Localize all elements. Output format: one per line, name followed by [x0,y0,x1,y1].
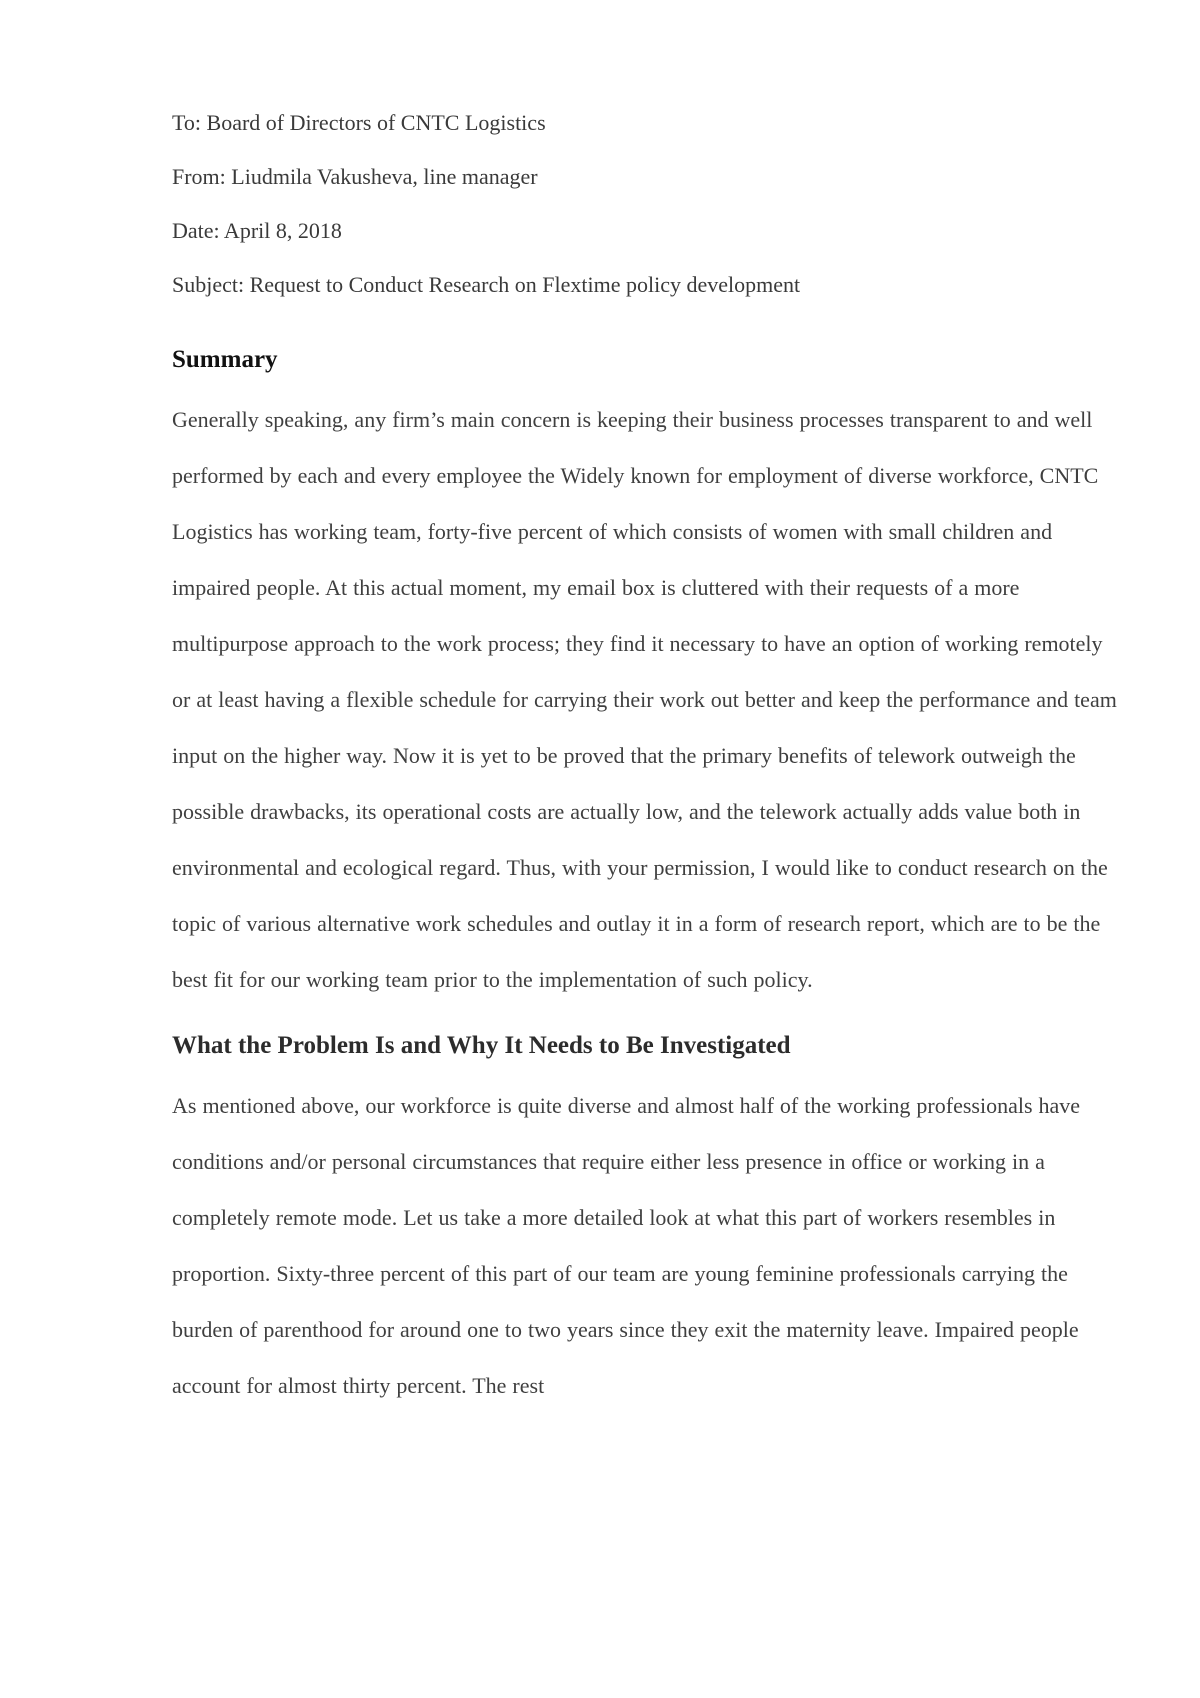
memo-header [172,108,1122,300]
problem-section [172,1030,1122,1414]
summary-heading: Summary [172,346,278,373]
memo-content [172,108,1122,1414]
memo-date-line: Date: April 8, 2018 [172,218,342,243]
memo-from-line: From: Liudmila Vakusheva, line manager [172,164,538,189]
problem-paragraph: As mentioned above, our workforce is quite diverse and almost half of the working professionals have conditions and/or personal circumstances that require either less presence in office or working in a completely remote mode. Let us take a more detailed look at what this part of workers resembles in proportion. Sixty-three percent of this part of our team are young feminine professionals carrying the burden of parenthood for around one to two years since they exit the maternity leave. Impaired people account for almost thirty percent. The rest [172,1093,1081,1398]
summary-paragraph: Generally speaking, any firm’s main concern is keeping their business processes transparent to and well performed by each and every employee the Widely known for employment of diverse workforce, CNTC Logistics has working team, forty-five percent of which consists of women with small children and impaired people. At this actual moment, my email box is cluttered with their requests of a more multipurpose approach to the work process; they find it necessary to have an option of working remotely or at least having a flexible schedule for carrying their work out better and keep the performance and team input on the higher way. Now it is yet to be proved that the primary benefits of telework outweigh the possible drawbacks, its operational costs are actually low, and the telework actually adds value both in environmental and ecological regard. Thus, with your permission, I would like to conduct research on the topic of various alternative work schedules and outlay it in a form of research report, which are to be the best fit for our working team prior to the implementation of such policy. [172,407,1117,992]
problem-heading: What the Problem Is and Why It Needs to Be Investigated [172,1032,791,1059]
summary-section [172,344,1122,1008]
memo-to-line: To: Board of Directors of CNTC Logistics [172,110,546,135]
memo-subject-line: Subject: Request to Conduct Research on Flextime policy development [172,272,801,297]
